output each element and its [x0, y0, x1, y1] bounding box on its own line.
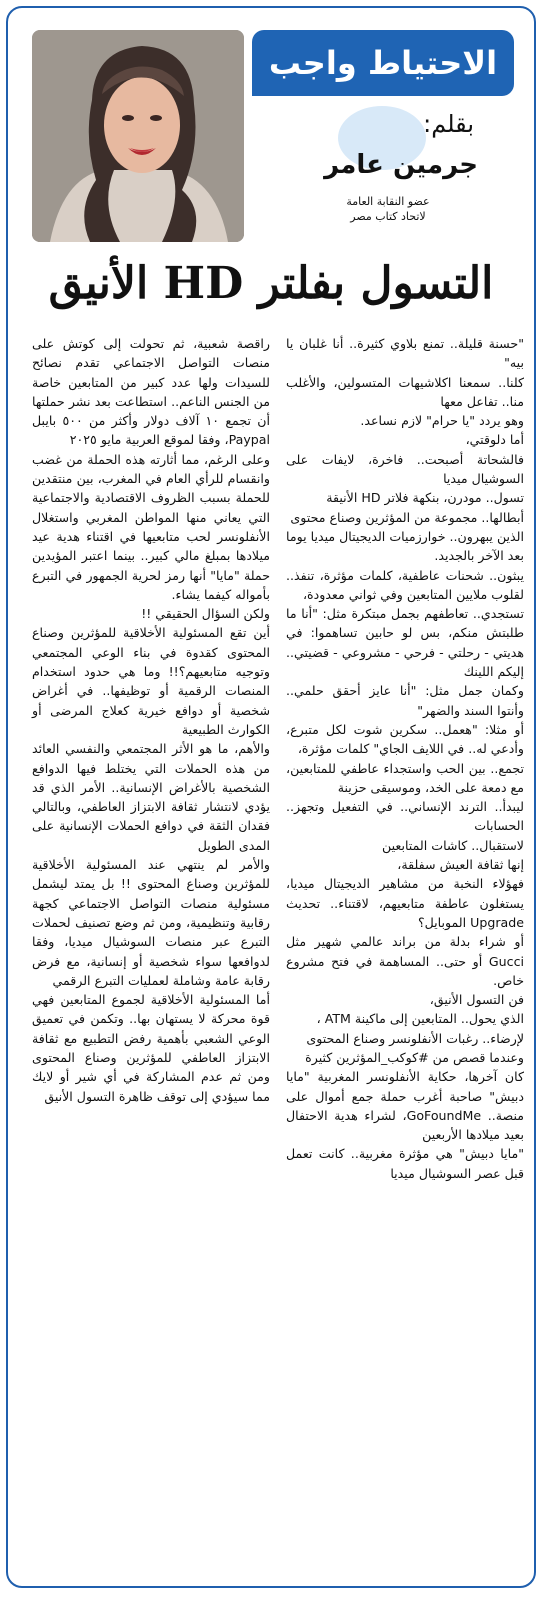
- paragraph: أو شراء بدلة من براند عالمي شهير مثل Gucci أو حتى.. المساهمة في فتح مشروع خاص.: [286, 934, 524, 988]
- paragraph: والأمر لم ينتهي عند المسئولية الأخلاقية للمؤثرين وصناع المحتوى !! بل يمتد ليشمل مسئولية منصات التواصل الاجتماعي كجهة رقابية وتنظيمية، ومن ثم وضع تصنيف لحملات التبرع عبر منصات السوشيال ميديا، وفقا لدوافعها سواء شخصية أو إنسانية، مع فرض رقابة عامة وشاملة لعمليات التبرع الرقمي: [32, 857, 270, 988]
- author-photo: [32, 30, 244, 242]
- article-column-right: [286, 334, 524, 1183]
- paragraph: ولكن السؤال الحقيقي !!: [141, 606, 270, 622]
- author-portrait-illustration: [32, 30, 244, 242]
- author-role-line: لاتحاد كتاب مصر: [350, 210, 426, 223]
- paragraph: لإرضاء.. رغبات الأنفلونسر وصناع المحتوى: [306, 1030, 524, 1046]
- paragraph: أما دلوقتي،: [465, 432, 524, 448]
- article-frame: [6, 6, 536, 1588]
- paragraph: يبثون.. شحنات عاطفية، كلمات مؤثرة، تنفذ.. لقلوب ملايين المتابعين وفي ثواني معدودة،: [286, 567, 524, 602]
- paragraph: الذي يحول.. المتابعين إلى ماكينة ATM ،: [316, 1011, 524, 1027]
- paragraph: ليبدأ.. الترند الإنساني.. في التفعيل وتجهز.. الحسابات: [286, 799, 524, 834]
- paragraph: لاستقبال.. كاشات المتابعين: [381, 837, 524, 853]
- article-header: [8, 8, 534, 248]
- byline-label: بقلم:: [423, 110, 474, 138]
- paragraph: وعندما قصص من #كوكب_المؤثرين كثيرة: [305, 1049, 524, 1065]
- paragraph: أبطالها.. مجموعة من المؤثرين وصناع محتوى: [290, 509, 524, 525]
- paragraph: فهؤلاء النخبة من مشاهير الديجيتال ميديا، يستغلون عاطفة متابعيهم، لاقتناء.. تحديث Upgrade الموبايل؟: [286, 876, 524, 930]
- paragraph: إنها ثقافة العيش سفلقة،: [397, 857, 524, 873]
- paragraph: راقصة شعبية، ثم تحولت إلى كوتش على منصات التواصل الاجتماعي تقدم نصائح للسيدات ولها عدد كبير من المتابعين خاصة من الجنس الناعم.. استطاعت بعد نشر حملتها أن تجمع ١٠ آلاف دولار وأكثر من ٥٠٠ بايبل Paypal، وفقا لموقع العربية مايو ٢٠٢٥: [32, 336, 270, 448]
- paragraph: أو مثلا: "هعمل.. سكرين شوت لكل متبرع، وأدعي له.. في اللايف الجاي" كلمات مؤثرة،: [286, 721, 524, 757]
- article-column-left: [32, 334, 270, 1106]
- paragraph: تسول.. مودرن، بنكهة فلاتر HD الأنيقة: [326, 490, 524, 506]
- paragraph: "مايا دبيش" هي مؤثرة مغربية.. كانت تعمل قبل عصر السوشيال ميديا: [286, 1146, 524, 1181]
- paragraph: كلنا.. سمعنا اكلاشيهات المتسولين، والأغلب منا.. تفاعل معها: [286, 374, 524, 409]
- author-role: [308, 194, 468, 224]
- paragraph: وكمان جمل مثل: "أنا عايز أحقق حلمي.. وأنتوا السند والضهر": [286, 683, 524, 718]
- column-title-banner: [252, 30, 514, 96]
- paragraph: أما المسئولية الأخلاقية لجموع المتابعين فهي قوة محركة لا يستهان بها.. وتكمن في تعميق الوعي الشعبي بأهمية رفض التطبيع مع ثقافة الابتزاز العاطفي للمؤثرين وصناع المحتوى ومن ثم عدم المشاركة في أي شير أو لايك مما سيؤدي إلى توقف ظاهرة التسول الأنيق: [32, 992, 270, 1104]
- paragraph: وعلى الرغم، مما أثارته هذه الحملة من غضب وانقسام للرأي العام في المغرب، بين منتقدين للحملة بسبب الظروف الاقتصادية والاجتماعية التي يعاني منها المواطن المغربي واستغلال الأنفلونسر لحب متابعيها في اقتناء هدية عيد ميلادها بمبلغ مالي كبير.. بينما اعتبر المؤيدين حملة "مايا" أنها رمز لحرية الجمهور في التبرع بأمواله كيفما يشاء.: [32, 451, 270, 602]
- paragraph: فالشحاتة أصبحت.. فاخرة، لايفات على السوشيال ميديا: [286, 451, 524, 487]
- paragraph: أين تقع المسئولية الأخلاقية للمؤثرين وصناع المحتوى كقدوة في بناء الوعي المجتمعي وتوجيه متابعيهم؟!! وما هي حدود استخدام المنصات الرقمية أو توظيفها.. في أغراض شخصية أو دوافع خيرية كعلاج المرضى أو الكوارث الطبيعية: [32, 625, 270, 737]
- paragraph: والأهم، ما هو الأثر المجتمعي والنفسي العائد من هذه الحملات التي يختلط فيها الدوافع الشخصية بالأغراض الإنسانية.. الأمر الذي قد يؤدي لانتشار ثقافة الابتزاز العاطفي، وبالتالي فقدان الثقة في دوافع الحملات الإنسانية على المدى الطويل: [32, 741, 270, 853]
- author-role-line: عضو النقابة العامة: [346, 195, 430, 208]
- paragraph: فن التسول الأنيق،: [429, 992, 524, 1008]
- article-headline: التسول بفلتر HD الأنيق: [48, 258, 494, 309]
- paragraph: الذين يبهرون.. خوارزميات الديجيتال ميديا يوما بعد الآخر بالجديد.: [286, 528, 524, 564]
- paragraph: وهو يردد "يا حرام" لازم نساعد.: [360, 413, 524, 429]
- paragraph: تجمع.. بين الحب واستجداء عاطفي للمتابعين، مع دمعة على الخد، وموسيقى حزينة: [286, 760, 524, 795]
- paragraph: كان آخرها، حكاية الأنفلونسر المغربية "مايا دبيش" صاحبة أغرب حملة جمع أموال على منصة.. GoFoundMe، لشراء هدية الاحتفال بعيد ميلادها الأربعين: [286, 1069, 524, 1143]
- paragraph: "حسنة قليلة.. تمنع بلاوي كثيرة.. أنا غلبان يا بيه": [286, 336, 524, 371]
- paragraph: تستجدي.. تعاطفهم بجمل مبتكرة مثل: "أنا ما طلبتش منكم، بس لو حابين تساهموا: في هديتي - رحلتي - فرحي - مشروعي - قضيتي.. إليكم اللينك: [286, 606, 524, 680]
- column-title: الاحتياط واجب: [268, 44, 498, 82]
- author-name: جرمين عامر: [324, 150, 478, 180]
